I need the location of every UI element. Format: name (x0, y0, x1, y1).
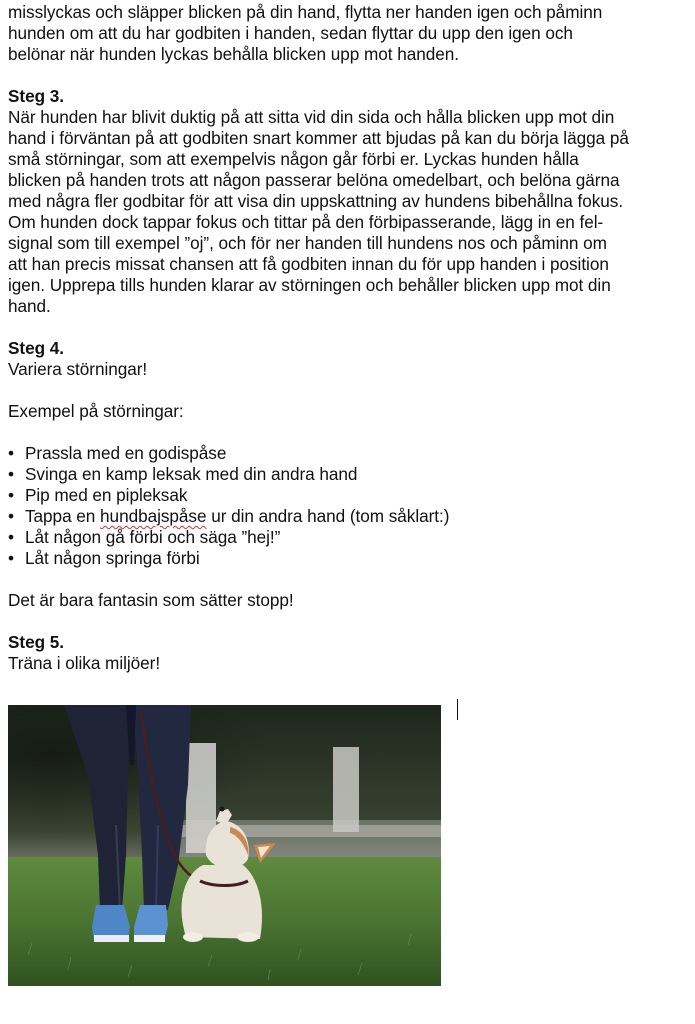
disturbance-list (8, 443, 693, 569)
left-shoe-sole (94, 935, 129, 942)
step4-heading: Steg 4. (8, 338, 65, 358)
step3-line: blicken på handen trots att någon passerar belöna omedelbart, och belöna gärna (8, 170, 620, 190)
list-item: • Pip med en pipleksak (8, 485, 188, 505)
bullet-icon: • (8, 464, 14, 484)
bullet-icon: • (8, 506, 14, 526)
step3-line: att han precis missat chansen att få godbiten innan du för upp handen i position (8, 254, 609, 274)
intro-line: belönar när hunden lyckas behålla blicken upp mot handen. (8, 44, 460, 64)
step3-line: När hunden har blivit duktig på att sitta vid din sida och hålla blicken upp mot din (8, 107, 615, 127)
list-item: • Svinga en kamp leksak med din andra hand (8, 464, 358, 484)
background-post (333, 747, 359, 832)
step3-line: med några fler godbitar för att visa din uppskattning av hundens bibehållna fokus. (8, 191, 624, 211)
step3-heading: Steg 3. (8, 86, 65, 106)
dog-training-photo[interactable] (8, 705, 441, 986)
background-fence (158, 825, 441, 837)
right-shoe-sole (134, 935, 165, 942)
step3-line: Om hunden dock tappar fokus och tittar på den förbipasserande, lägg in en fel- (8, 212, 604, 232)
bullet-icon: • (8, 527, 14, 547)
text-cursor (457, 699, 458, 720)
misspelled-word[interactable]: hundbajspåse (100, 506, 207, 526)
step3-line: små störningar, som att exempelvis någon går förbi er. Lyckas hunden hålla (8, 149, 579, 169)
list-item: • Låt någon springa förbi (8, 548, 200, 568)
closing-line: Det är bara fantasin som sätter stopp! (8, 590, 294, 610)
list-item: • Låt någon gå förbi och säga ”hej!” (8, 527, 281, 547)
list-item: • Tappa en hundbajspåse ur din andra hand (tom såklart:) (8, 506, 450, 526)
step3-line: signal som till exempel ”oj”, och för ner handen till hundens nos och påminn om (8, 233, 607, 253)
step5-text: Träna i olika miljöer! (8, 653, 161, 673)
step5-heading: Steg 5. (8, 632, 65, 652)
intro-line: hunden om att du har godbiten i handen, sedan flyttar du upp den igen och (8, 23, 573, 43)
step3-line: igen. Upprepa tills hunden klarar av störningen och behåller blicken upp mot din (8, 275, 611, 295)
bullet-icon: • (8, 548, 14, 568)
list-item: • Prassla med en godispåse (8, 443, 227, 463)
bullet-icon: • (8, 485, 14, 505)
document-body[interactable] (8, 2, 693, 674)
intro-line: misslyckas och släpper blicken på din hand, flytta ner handen igen och påminn (8, 2, 603, 22)
step3-line: hand i förväntan på att godbiten snart kommer att bjudas på kan du börja lägga på (8, 128, 629, 148)
examples-label: Exempel på störningar: (8, 401, 184, 421)
step4-subtitle: Variera störningar! (8, 359, 148, 379)
step3-line: hand. (8, 296, 51, 316)
bullet-icon: • (8, 443, 14, 463)
